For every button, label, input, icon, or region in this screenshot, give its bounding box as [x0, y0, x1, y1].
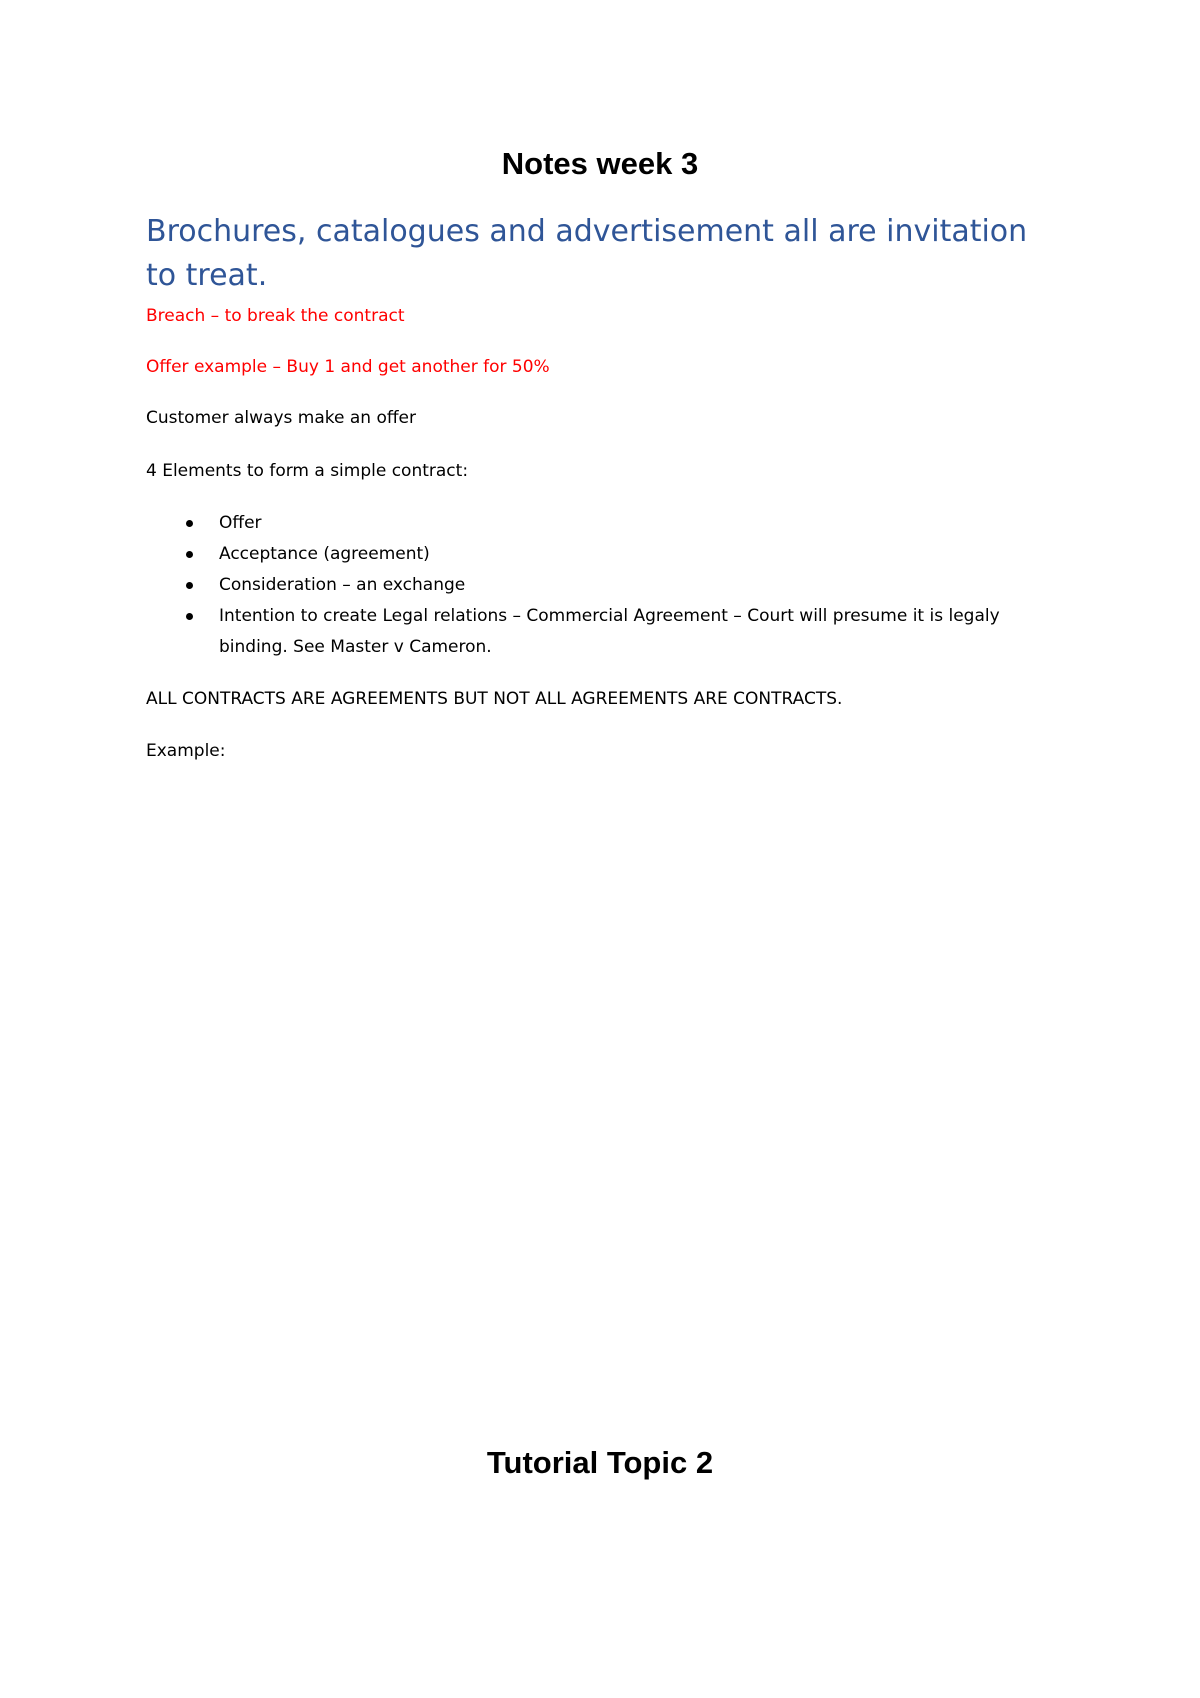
contracts-statement: ALL CONTRACTS ARE AGREEMENTS BUT NOT ALL AGREEMENTS ARE CONTRACTS.	[146, 689, 843, 709]
list-item	[146, 508, 1066, 539]
list-item-text: Acceptance (agreement)	[219, 544, 430, 564]
section-heading: Brochures, catalogues and advertisement all are invitation to treat.	[146, 214, 1028, 293]
customer-offer-note: Customer always make an offer	[146, 408, 416, 428]
list-item	[146, 601, 1066, 663]
offer-example: Offer example – Buy 1 and get another for 50%	[146, 357, 550, 377]
elements-intro: 4 Elements to form a simple contract:	[146, 461, 469, 481]
list-item	[146, 570, 1066, 601]
bullet-icon	[186, 613, 193, 620]
bullet-icon	[186, 551, 193, 558]
list-item-text: Consideration – an exchange	[219, 575, 466, 595]
page-title: Notes week 3	[501, 146, 699, 181]
example-label: Example:	[146, 741, 226, 761]
bullet-icon	[186, 582, 193, 589]
tutorial-title: Tutorial Topic 2	[486, 1445, 714, 1480]
list-item-text: Offer	[219, 513, 262, 533]
list-item-text: Intention to create Legal relations – Commercial Agreement – Court will presume it is legaly binding. See Master v Cameron.	[219, 606, 1000, 657]
breach-definition: Breach – to break the contract	[146, 306, 405, 326]
contract-elements-list	[146, 508, 1066, 663]
list-item	[146, 539, 1066, 570]
bullet-icon	[186, 520, 193, 527]
